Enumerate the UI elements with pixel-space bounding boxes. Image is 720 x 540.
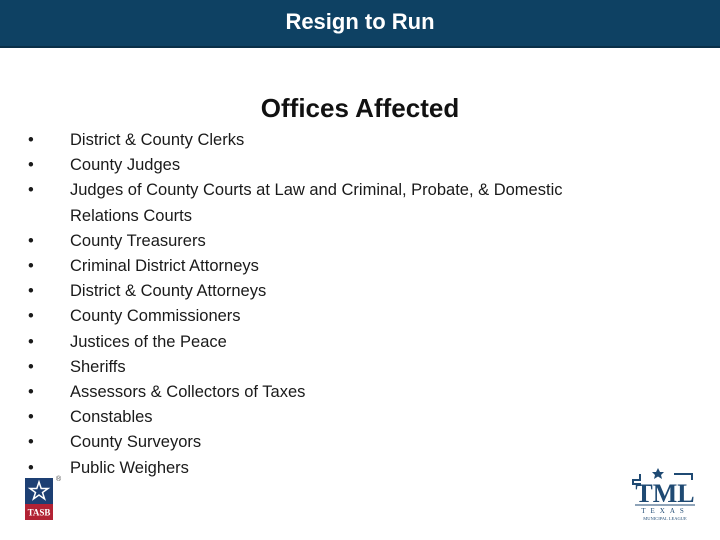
list-item-text: County Judges	[70, 156, 181, 175]
list-item-text: Constables	[70, 408, 153, 427]
list-item-text: County Commissioners	[70, 307, 241, 326]
list-item	[28, 405, 668, 430]
list-item	[28, 304, 668, 329]
bullet-icon: •	[28, 282, 34, 301]
bullet-icon: •	[28, 181, 34, 200]
bullet-icon: •	[28, 156, 34, 175]
list-item	[28, 178, 668, 228]
list-item	[28, 128, 668, 153]
bullet-icon: •	[28, 257, 34, 276]
tml-logo	[630, 466, 700, 522]
registered-mark: ®	[56, 476, 62, 483]
list-item	[28, 254, 668, 279]
slide-title	[0, 93, 720, 124]
list-item-text: Assessors & Collectors of Taxes	[70, 383, 306, 402]
list-item	[28, 330, 668, 355]
list-item	[28, 456, 668, 481]
tml-logo-text: TML	[635, 479, 695, 508]
bullet-icon: •	[28, 231, 34, 250]
bullet-icon: •	[28, 357, 34, 376]
list-item-text: Judges of County Courts at Law and Criminal, Probate, & Domestic Relations Courts	[70, 181, 563, 225]
offices-list	[28, 128, 668, 481]
list-item-text: Sheriffs	[70, 357, 126, 376]
bullet-icon: •	[28, 383, 34, 402]
list-item	[28, 153, 668, 178]
list-item-text: Criminal District Attorneys	[70, 257, 259, 276]
list-item-text: County Treasurers	[70, 231, 206, 250]
list-item	[28, 430, 668, 455]
header-bar	[0, 0, 720, 48]
bullet-icon: •	[28, 332, 34, 351]
list-item-text: County Surveyors	[70, 433, 202, 452]
tasb-logo	[25, 478, 53, 520]
bullet-icon: •	[28, 408, 34, 427]
tasb-logo-text: TASB	[27, 507, 51, 518]
header-title: Resign to Run	[285, 9, 435, 34]
list-item	[28, 355, 668, 380]
list-item	[28, 279, 668, 304]
slide-title-text: Offices Affected	[260, 93, 460, 123]
tml-logo-subtext: TEXAS	[641, 507, 689, 515]
list-item-text: District & County Clerks	[70, 131, 245, 149]
list-item	[28, 380, 668, 405]
bullet-icon: •	[28, 131, 34, 149]
bullet-icon: •	[28, 458, 34, 477]
list-item	[28, 229, 668, 254]
list-item-text: District & County Attorneys	[70, 282, 267, 301]
list-item-text: Justices of the Peace	[70, 332, 227, 351]
bullet-icon: •	[28, 307, 34, 326]
list-item-text: Public Weighers	[70, 458, 189, 477]
bullet-icon: •	[28, 433, 34, 452]
tml-logo-tagline: MUNICIPAL LEAGUE	[643, 516, 687, 521]
